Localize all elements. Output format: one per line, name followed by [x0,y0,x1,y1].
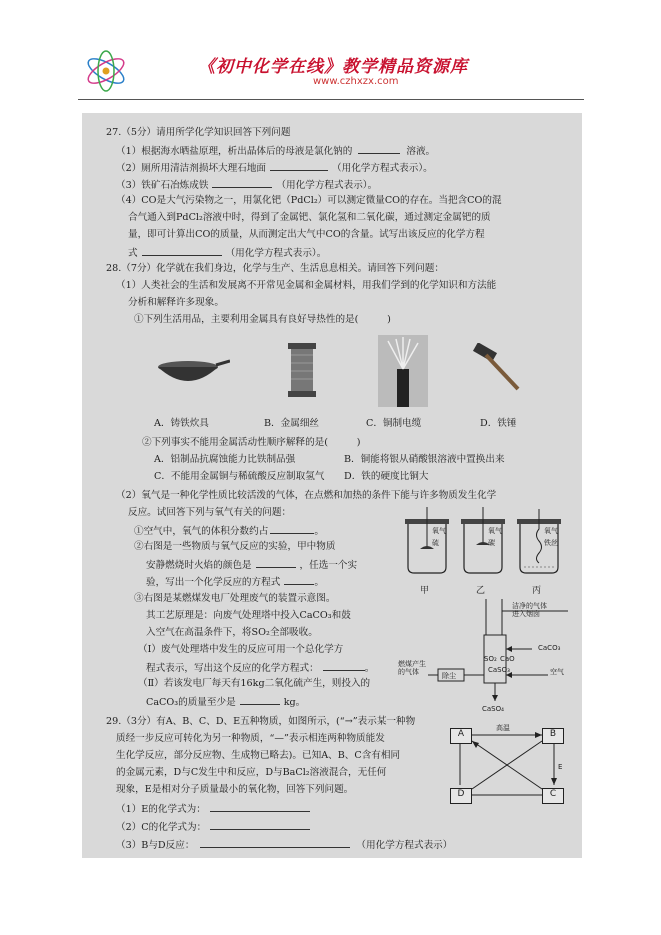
q29-line5: 现象，E是相对分子质量最小的氧化物，回答下列问题。 [116,784,354,795]
q28-sub2-option-c: C．不能用金属铜与稀硫酸反应制取氢气 [154,471,325,482]
node-d: D [450,788,472,804]
fig-label-bing: 丙 [532,586,542,596]
label-e: E [558,763,563,771]
q28-sub2: ②下列事实不能用金属活动性顺序解释的是( ) [142,437,361,448]
q28-part2-line2: 反应。试回答下列与氧气有关的问题： [128,507,292,518]
q27-part3: （3）铁矿石冶炼成铁 （用化学方程式表示）。 [116,180,378,191]
flow-air: 空气 [550,668,564,676]
flow-caco3: CaCO₃ [538,644,561,652]
q28-part2-sub2-line2: 安静燃烧时火焰的颜色是 ，任选一个实 [146,560,358,571]
q28-option-b: B．金属细丝 [264,418,320,429]
copper-cable-image [378,335,428,407]
q29-sub1: （1）E的化学式为： [116,802,310,816]
q27-part4-line2: 合气通入到PdCl₂溶液中时，得到了金属钯、氯化氢和二氧化碳，通过测定金属钯的质 [128,212,491,223]
q28-part2-sub3-ii-line2: CaCO₃的质量至少是 kg。 [146,697,306,708]
q29-line3: 生化学反应，部分反应物、生成物已略去)。已知A、B、C含有相同 [116,750,401,761]
q28-part2-sub1: ①空气中，氧气的体积分数约占 。 [134,526,324,537]
q29-line4: 的金属元素，D与C发生中和反应，D与BaCl₂溶液混合，无任何 [116,767,387,778]
node-c: C [542,788,564,804]
exam-page [82,113,582,858]
header-url[interactable]: www.czhxzx.com [313,76,399,87]
flow-caso3: CaSO₃ [488,666,510,674]
flow-to-chimney: 进入烟囱 [512,610,540,618]
q28-sub1: ①下列生活用品，主要利用金属具有良好导热性的是( ) [134,314,391,325]
q28-part2-sub3-i: （Ⅰ）废气处理塔中发生的反应可用一个总化学方 [138,644,344,655]
q29-title: 29.（3分）有A、B、C、D、E五种物质，如图所示，(“→”表示某一种物 [106,716,416,727]
q28-part2-sub3-ii: （Ⅱ）若该发电厂每天有16kg二氧化硫产生，则投入的 [138,678,371,689]
node-b: B [542,728,564,744]
flow-so2: SO₂ [484,655,497,663]
q29-sub2: （2）C的化学式为： [116,820,310,834]
iron-hammer-image [472,343,524,393]
q28-part1: （1）人类社会的生活和发展离不开常见金属和金属材料，用我们学到的化学知识和方法能 [116,280,497,291]
node-a: A [450,728,472,744]
q27-part2: （2）厕所用清洁剂损坏大理石地面 （用化学方程式表示）。 [116,163,433,174]
q27-part4-line3: 量，即可计算出CO的质量，从而测定出大气中CO的含量。试写出该反应的化学方程 [128,229,485,240]
q28-part1-line2: 分析和解释许多现象。 [128,297,224,308]
fig-label-yi: 乙 [476,586,486,596]
label-carbon: 碳 [488,539,495,547]
atom-logo-icon [82,48,130,94]
label-oxygen-1: 氧气 [432,527,446,535]
flow-cao: CaO [500,655,515,663]
header-banner [78,46,584,98]
q28-part2-sub3-line2: 其工艺原理是：向废气处理塔中投入CaCO₃和鼓 [146,610,351,621]
header-divider [78,99,584,100]
label-sulfur: 硫 [432,539,439,547]
q27-part4: （4）CO是大气污染物之一，用氯化钯（PdCl₂）可以测定微量CO的存在。当把含CO的混 [116,195,502,206]
flow-waste-gas-2: 的气体 [398,668,419,676]
q28-part2-sub3-line3: 入空气在高温条件下，将SO₂全部吸收。 [146,627,318,638]
flow-clean-gas: 洁净的气体 [512,602,547,610]
label-high-temp: 高温 [496,724,510,732]
q28-sub2-option-a: A．铝制品抗腐蚀能力比铁制品强 [154,454,296,465]
q28-part2: （2）氧气是一种化学性质比较活泼的气体，在点燃和加热的条件下能与许多物质发生化学 [116,490,497,501]
q27-part4-line4: 式 （用化学方程式表示）。 [128,248,327,259]
label-oxygen-3: 氧气 [544,527,558,535]
q28-part2-sub2: ②右图是一些物质与氧气反应的实验，甲中物质 [134,541,336,552]
header-title: 《初中化学在线》教学精品资源库 [198,57,468,77]
q28-option-c: C．铜制电缆 [366,418,422,429]
flow-dust-removal: 除尘 [442,672,456,680]
q28-sub2-option-b: B．铜能将银从硝酸银溶液中置换出来 [344,454,505,465]
q28-option-d: D．铁锤 [480,418,517,429]
flow-waste-gas-1: 燃煤产生 [398,660,426,668]
metal-wire-spool-image [282,341,322,399]
q27-part1: （1）根据海水晒盐原理，析出晶体后的母液是氯化钠的 溶液。 [116,146,436,157]
oxygen-combustion-apparatus [400,505,568,581]
fig-label-jia: 甲 [420,586,430,596]
q28-part2-sub3-i-line2: 程式表示，写出这个反应的化学方程式： 。 [146,663,375,674]
q28-part2-sub2-line3: 验，写出一个化学反应的方程式 。 [146,577,324,588]
q29-sub3: （3）B与D反应： （用化学方程式表示） [116,840,453,851]
q28-option-a: A．铸铁炊具 [154,418,209,429]
flow-caso4: CaSO₄ [482,705,504,713]
q28-part2-sub3: ③右图是某燃煤发电厂处理废气的装置示意图。 [134,593,336,604]
label-iron-wire: 铁丝 [544,539,558,547]
q28-sub2-option-d: D．铁的硬度比铜大 [344,471,429,482]
label-oxygen-2: 氧气 [488,527,502,535]
q29-line2: 质经一步反应可转化为另一种物质，“—”表示相连两种物质能发 [116,733,385,744]
iron-wok-image [150,347,230,397]
q27-title: 27.（5分）请用所学化学知识回答下列问题 [106,127,291,138]
q28-title: 28.（7分）化学就在我们身边，化学与生产、生活息息相关。请回答下列问题： [106,263,444,274]
